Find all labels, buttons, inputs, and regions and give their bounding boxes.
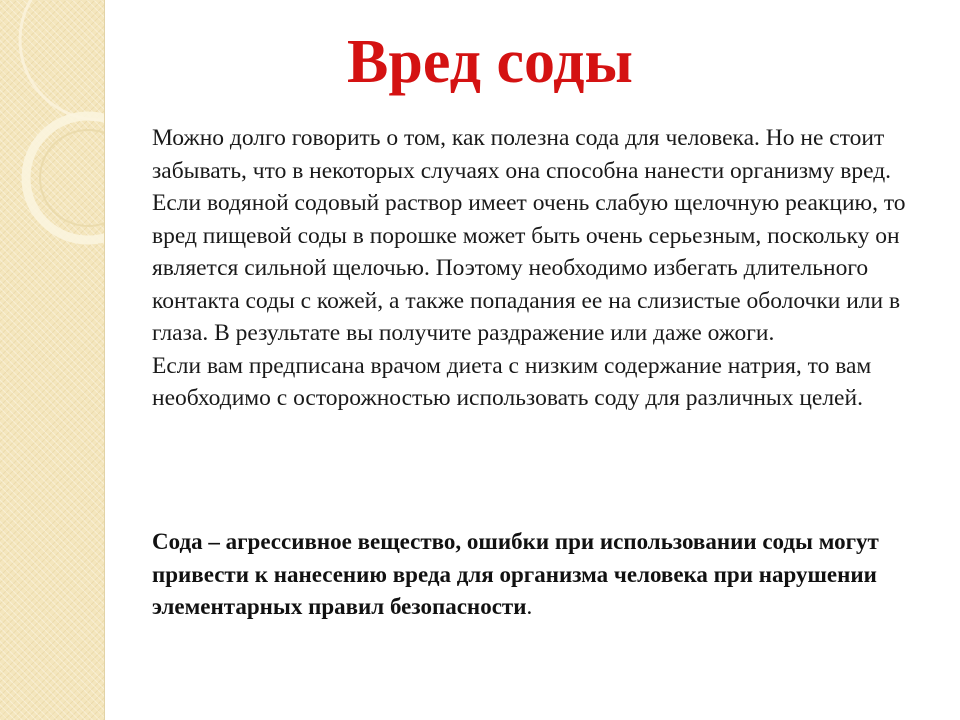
summary-text [152,526,932,624]
slide-title: Вред соды [347,28,633,96]
decorative-side-panel [0,0,105,720]
paragraph-2: Если водяной содовый раствор имеет очень слабую щелочную реакцию, то вред пищевой соды в порошке может быть очень серьезным, поскольку он является сильной щелочью. Поэтому необходимо избегать длительного контакта соды с кожей, а также попадания ее на слизистые оболочки или в глаза. В результате вы получите раздражение или даже ожоги. [152,190,906,346]
summary-main: Сода – агрессивное вещество, ошибки при использовании соды могут привести к нанесению вреда для организма человека при нарушении элементарных правил безопасности [152,529,879,619]
decorative-rings-icon [0,0,104,720]
paragraph-1: Можно долго говорить о том, как полезна сода для человека. Но не стоит забывать, что в некоторых случаях она способна нанести организму вред. [152,125,892,184]
slide-body [152,122,932,415]
summary-period: . [526,594,533,619]
paragraph-3: Если вам предписана врачом диета с низким содержание натрия, то вам необходимо с осторожностью использовать соду для различных целей. [152,352,872,411]
